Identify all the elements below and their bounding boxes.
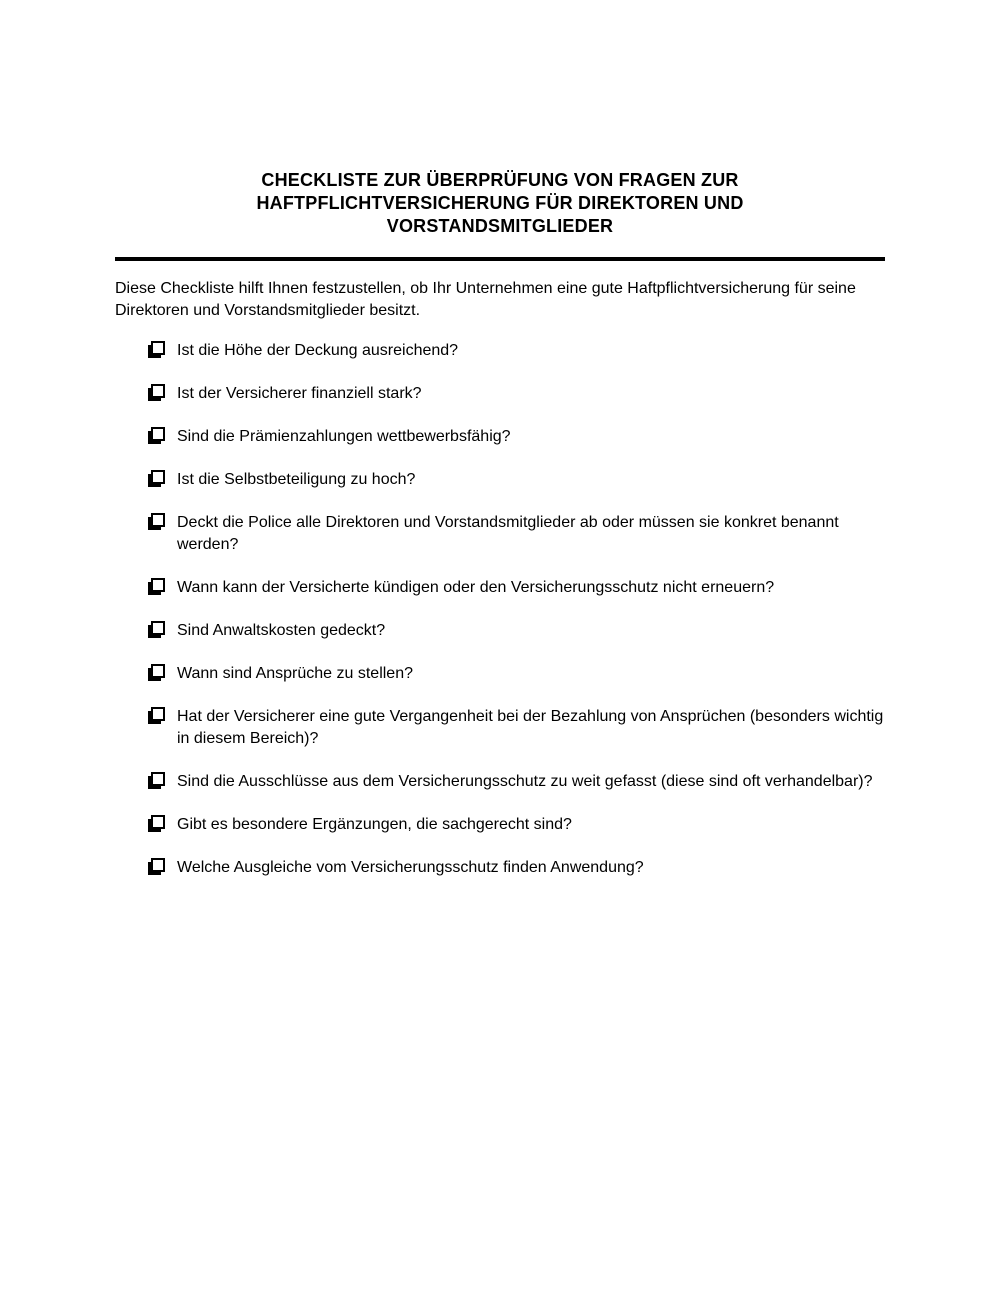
checklist-item [115,512,885,556]
checkbox-icon[interactable] [148,815,165,832]
checkbox-icon[interactable] [148,621,165,638]
checklist-item [115,771,885,793]
page-title-line-1: CHECKLISTE ZUR ÜBERPRÜFUNG VON FRAGEN ZUR [261,170,739,190]
intro-paragraph: Diese Checkliste hilft Ihnen festzustellen, ob Ihr Unternehmen eine gute Haftpflichtversicherung für seine Direktoren und Vorstandsmitglieder besitzt. [115,280,856,319]
checkbox-box [151,341,165,355]
checkbox-icon[interactable] [148,384,165,401]
checkbox-icon[interactable] [148,772,165,789]
checkbox-box [151,384,165,398]
checklist-item-label: Ist der Versicherer finanziell stark? [177,385,422,402]
page-title-line-3: VORSTANDSMITGLIEDER [386,216,614,236]
checklist-item-label: Sind die Ausschlüsse aus dem Versicherungsschutz zu weit gefasst (diese sind oft verhandelbar)? [177,773,873,790]
checkbox-box [151,427,165,441]
checklist-item [115,469,885,491]
checklist [115,340,885,879]
checklist-item-label: Sind die Prämienzahlungen wettbewerbsfähig? [177,428,511,445]
checkbox-box [151,707,165,721]
checklist-item [115,577,885,599]
checkbox-icon[interactable] [148,578,165,595]
checklist-item [115,383,885,405]
checkbox-box [151,664,165,678]
checkbox-icon[interactable] [148,427,165,444]
document-content [115,169,885,879]
checklist-item [115,620,885,642]
checklist-item-label: Ist die Höhe der Deckung ausreichend? [177,342,459,359]
checklist-item-label: Deckt die Police alle Direktoren und Vorstandsmitglieder ab oder müssen sie konkret benannt werden? [177,514,839,553]
checkbox-icon[interactable] [148,707,165,724]
checkbox-box [151,470,165,484]
checklist-item-label: Hat der Versicherer eine gute Vergangenheit bei der Bezahlung von Ansprüchen (besonders wichtig in diesem Bereich)? [177,708,884,747]
checklist-item [115,663,885,685]
checkbox-icon[interactable] [148,858,165,875]
checkbox-box [151,578,165,592]
checklist-item-label: Welche Ausgleiche vom Versicherungsschutz finden Anwendung? [177,859,644,876]
checklist-item [115,426,885,448]
checkbox-box [151,858,165,872]
page-title-line-2: HAFTPFLICHTVERSICHERUNG FÜR DIREKTOREN UND [256,193,744,213]
checkbox-box [151,513,165,527]
checkbox-box [151,815,165,829]
page-title [115,169,885,238]
checkbox-icon[interactable] [148,470,165,487]
checklist-item-label: Ist die Selbstbeteiligung zu hoch? [177,471,416,488]
checklist-item [115,706,885,750]
checklist-item-label: Wann kann der Versicherte kündigen oder den Versicherungsschutz nicht erneuern? [177,579,775,596]
checklist-item [115,857,885,879]
checkbox-icon[interactable] [148,513,165,530]
horizontal-rule [115,257,885,261]
checklist-item [115,340,885,362]
checklist-item-label: Gibt es besondere Ergänzungen, die sachgerecht sind? [177,816,572,833]
checklist-item-label: Sind Anwaltskosten gedeckt? [177,622,386,639]
checklist-item [115,814,885,836]
checkbox-box [151,621,165,635]
checklist-item-label: Wann sind Ansprüche zu stellen? [177,665,413,682]
checkbox-box [151,772,165,786]
checkbox-icon[interactable] [148,664,165,681]
checkbox-icon[interactable] [148,341,165,358]
